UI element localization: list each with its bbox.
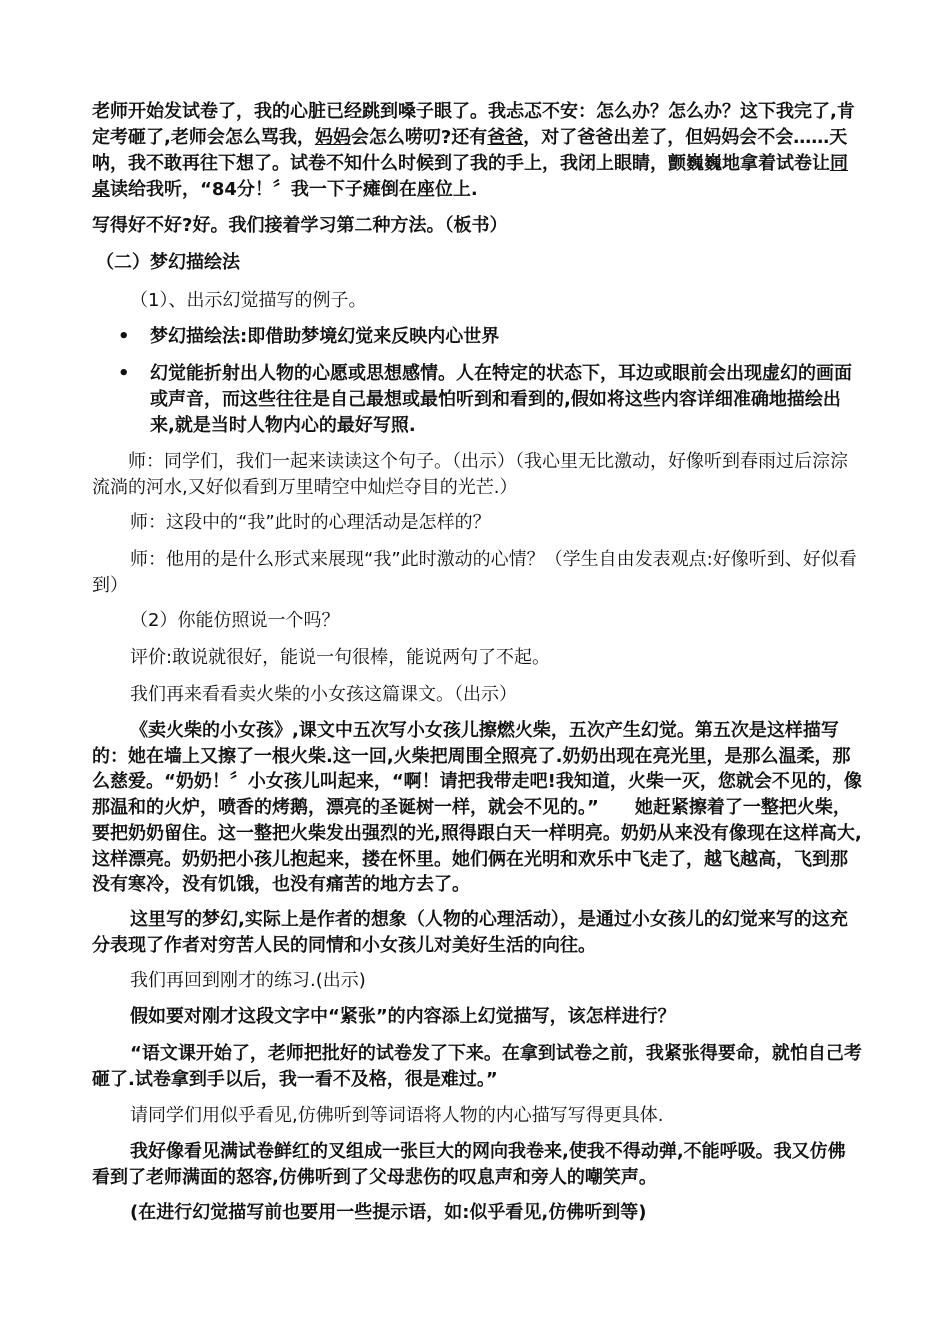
paragraph-instruction: 请同学们用似乎看见,仿佛听到等词语将人物的内心描写写得更具体. <box>130 1105 664 1126</box>
step-1-label: （1）、出示幻觉描写的例子。 <box>130 290 367 311</box>
paragraph-match-girl: 《卖火柴的小女孩》,课文中五次写小女孩儿擦燃火柴，五次产生幻觉。第五次是这样描写的：她在墙上又擦了一根火柴.这一回,火柴把周围全照亮了.奶奶出现在亮光里，是那么温柔，那么慈爱。“奶奶！〞小女孩儿叫起来，“啊！请把我带走吧!我知道，火柴一灭，您就会不见的，像那温和的火炉，喷香的烤鹅，漂亮的圣诞树一样，就会不见的。” 她赶紧擦着了一整把火柴，要把奶奶留住。这一整把火柴发出强烈的光,照得跟白天一样明亮。奶奶从来没有像现在这样高大,这样漂亮。奶奶把小孩儿抱起来，搂在怀里。她们俩在光明和欢乐中飞走了，越飞越高，飞到那没有寒冷，没有饥饿，也没有痛苦的地方去了。 <box>92 720 862 896</box>
step-2-label: （2）你能仿照说一个吗？ <box>130 610 340 631</box>
bullet-icon: • <box>118 326 130 347</box>
bullet-item: 幻觉能折射出人物的心愿或思想感情。人在特定的状态下，耳边或眼前会出现虚幻的画面或声音，而这些往往是自己最想或最怕听到和看到的,假如将这些内容详细准确地描绘出来,就是当时人物内心的最好写照. <box>150 363 852 436</box>
paragraph-exercise-question: 假如要对刚才这段文字中“紧张”的内容添上幻觉描写，该怎样进行？ <box>130 1006 676 1027</box>
paragraph-teacher-read: 师：同学们，我们一起来读读这个句子。（出示）（我心里无比激动，好像听到春雨过后淙淙流淌的河水,又好似看到万里晴空中灿烂夺目的光芒.） <box>92 451 848 498</box>
paragraph-lesson-intro: 我们再来看看卖火柴的小女孩这篇课文。（出示） <box>130 684 517 705</box>
paragraph-exam-story: 老师开始发试卷了，我的心脏已经跳到嗓子眼了。我忐忑不安：怎么办？怎么办？这下我完了,肯定考砸了,老师会怎么骂我，妈妈会怎么唠叨?还有爸爸，对了爸爸出差了，但妈妈会不会……天呐，我不敢再往下想了。试卷不知什么时候到了我的手上，我闭上眼睛，颤巍巍地拿着试卷让同桌读给我听，“84分！〞我一下子瘫倒在座位上. <box>92 101 855 200</box>
paragraph-sample-answer: 我好像看见满试卷鲜红的叉组成一张巨大的网向我卷来,使我不得动弹,不能呼吸。我又仿佛看到了老师满面的怒容,仿佛听到了父母悲伤的叹息声和旁人的嘲笑声。 <box>92 1141 846 1188</box>
paragraph-transition: 写得好不好?好。我们接着学习第二种方法。（板书） <box>92 215 508 236</box>
bullet-icon: • <box>118 363 130 384</box>
section-heading: （二）梦幻描绘法 <box>96 252 240 273</box>
paragraph-back-to-exercise: 我们再回到刚才的练习.(出示) <box>130 970 366 991</box>
paragraph-teacher-question: 师：这段中的“我”此时的心理活动是怎样的？ <box>130 512 491 533</box>
bullet-item: 梦幻描绘法:即借助梦境幻觉来反映内心世界 <box>150 326 500 347</box>
underlined-word-father: 爸爸 <box>487 127 524 148</box>
paragraph-teacher-form: 师：他用的是什么形式来展现“我”此时激动的心情？（学生自由发表观点:好像听到、好似看到） <box>92 549 857 596</box>
paragraph-exercise-text: “语文课开始了，老师把批好的试卷发了下来。在拿到试卷之前，我紧张得要命，就怕自己考砸了.试卷拿到手以后，我一看不及格，很是难过。” <box>92 1043 862 1090</box>
paragraph-evaluation: 评价:敢说就很好，能说一句很棒，能说两句了不起。 <box>130 647 551 668</box>
paragraph-analysis: 这里写的梦幻,实际上是作者的想象（人物的心理活动），是通过小女孩儿的幻觉来写的这充分表现了作者对穷苦人民的同情和小女孩儿对美好生活的向往。 <box>92 909 848 956</box>
paragraph-tip: (在进行幻觉描写前也要用一些提示语，如:似乎看见,仿佛听到等) <box>130 1202 647 1223</box>
underlined-word-deskmate: 同桌 <box>92 153 848 200</box>
underlined-word-mother: 妈妈 <box>314 127 351 148</box>
